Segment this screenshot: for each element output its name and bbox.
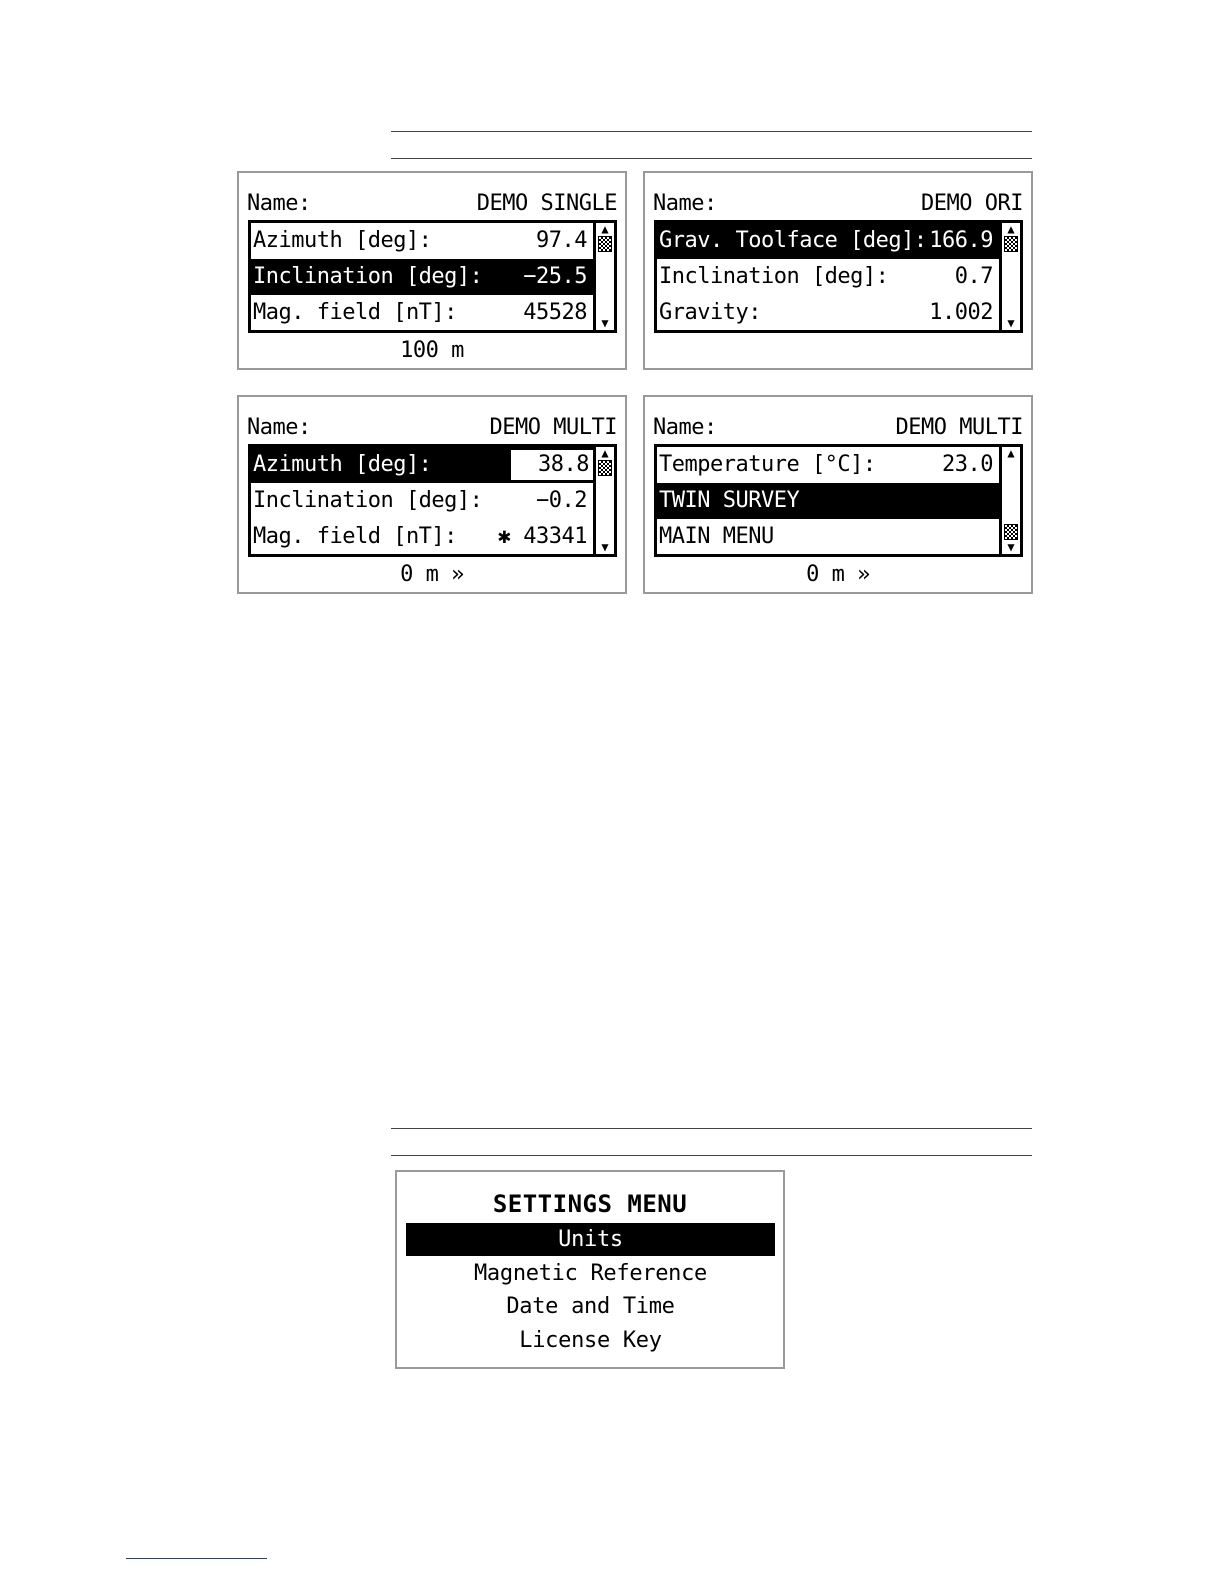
list-item-grav-toolface[interactable] [657,223,999,259]
measurement-list [248,220,617,333]
menu-item-units[interactable]: Units [406,1223,775,1256]
list-item-twin-survey[interactable] [657,483,999,519]
list-item-inclination[interactable] [251,259,593,295]
name-label: Name: [653,415,717,440]
list-item-gravity[interactable] [657,295,999,331]
name-label: Name: [653,191,717,216]
row-value: 45528 [523,300,587,325]
row-value: 0.7 [954,264,993,289]
mid-rule-1 [391,1128,1032,1129]
depth-footer: 0 m » [806,562,870,587]
menu-item-magnetic-reference[interactable]: Magnetic Reference [473,1261,707,1286]
measurement-list [654,220,1023,333]
azimuth-edit-value[interactable]: 38.8 [511,450,593,480]
name-value: DEMO ORI [921,191,1023,216]
top-rule-1 [391,131,1032,132]
scroll-down-icon[interactable]: ▼ [601,316,609,330]
name-row [247,413,617,443]
scrollbar[interactable] [593,223,614,330]
name-row [247,189,617,219]
row-label: MAIN MENU [659,524,774,549]
row-label: Inclination [deg]: [253,488,483,513]
name-value: DEMO MULTI [489,415,617,440]
list-item-inclination[interactable] [251,483,593,519]
screen-settings-menu [395,1170,785,1369]
scroll-up-icon[interactable]: ▲ [601,446,609,460]
list-item-mag-field[interactable] [251,295,593,331]
scroll-thumb[interactable] [598,460,612,476]
menu-item-license-key[interactable]: License Key [519,1328,662,1353]
depth-footer: 100 m [400,338,464,363]
scroll-thumb[interactable] [1004,524,1018,540]
row-label: Mag. field [nT]: [253,300,457,325]
name-row [653,189,1023,219]
name-label: Name: [247,415,311,440]
scroll-up-icon[interactable]: ▲ [1007,222,1015,236]
list-item-azimuth[interactable] [251,447,593,483]
scroll-down-icon[interactable]: ▼ [601,540,609,554]
scroll-up-icon[interactable]: ▲ [601,222,609,236]
row-value: −0.2 [536,488,587,513]
measurement-list [654,444,1023,557]
row-value: 1.002 [929,300,993,325]
row-label: TWIN SURVEY [659,488,800,513]
row-value: 97.4 [536,228,587,253]
scroll-thumb[interactable] [1004,236,1018,252]
row-label: Temperature [°C]: [659,452,876,477]
list-item-inclination[interactable] [657,259,999,295]
scrollbar[interactable] [999,223,1020,330]
row-label: Gravity: [659,300,761,325]
top-rule-2 [391,158,1032,159]
list-item-mag-field[interactable] [251,519,593,555]
row-label: Grav. Toolface [deg]: [659,228,927,253]
list-item-main-menu[interactable] [657,519,999,555]
screen-demo-multi [237,395,627,594]
scrollbar[interactable] [593,447,614,554]
scroll-down-icon[interactable]: ▼ [1007,540,1015,554]
measurement-list [248,444,617,557]
row-label: Mag. field [nT]: [253,524,457,549]
depth-footer [645,337,1031,365]
row-value: ✱ 43341 [497,524,587,549]
depth-footer: 0 m » [400,562,464,587]
scrollbar[interactable] [999,447,1020,554]
name-label: Name: [247,191,311,216]
row-label: Azimuth [deg]: [253,452,432,477]
screen-demo-multi-menu [643,395,1033,594]
screen-demo-ori [643,171,1033,370]
row-label: Inclination [deg]: [659,264,889,289]
scroll-down-icon[interactable]: ▼ [1007,316,1015,330]
footnote-rule [126,1558,267,1559]
list-item-azimuth[interactable] [251,223,593,259]
row-value: 166.9 [929,228,993,253]
menu-item-date-and-time[interactable]: Date and Time [506,1294,675,1319]
screen-demo-single [237,171,627,370]
row-value: −25.5 [523,264,587,289]
scroll-up-icon[interactable]: ▲ [1007,446,1015,460]
mid-rule-2 [391,1155,1032,1156]
row-value: 23.0 [942,452,993,477]
name-row [653,413,1023,443]
scroll-thumb[interactable] [598,236,612,252]
row-label: Azimuth [deg]: [253,228,432,253]
name-value: DEMO MULTI [895,415,1023,440]
name-value: DEMO SINGLE [476,191,617,216]
row-label: Inclination [deg]: [253,264,483,289]
list-item-temperature[interactable] [657,447,999,483]
menu-title: SETTINGS MENU [492,1190,688,1218]
